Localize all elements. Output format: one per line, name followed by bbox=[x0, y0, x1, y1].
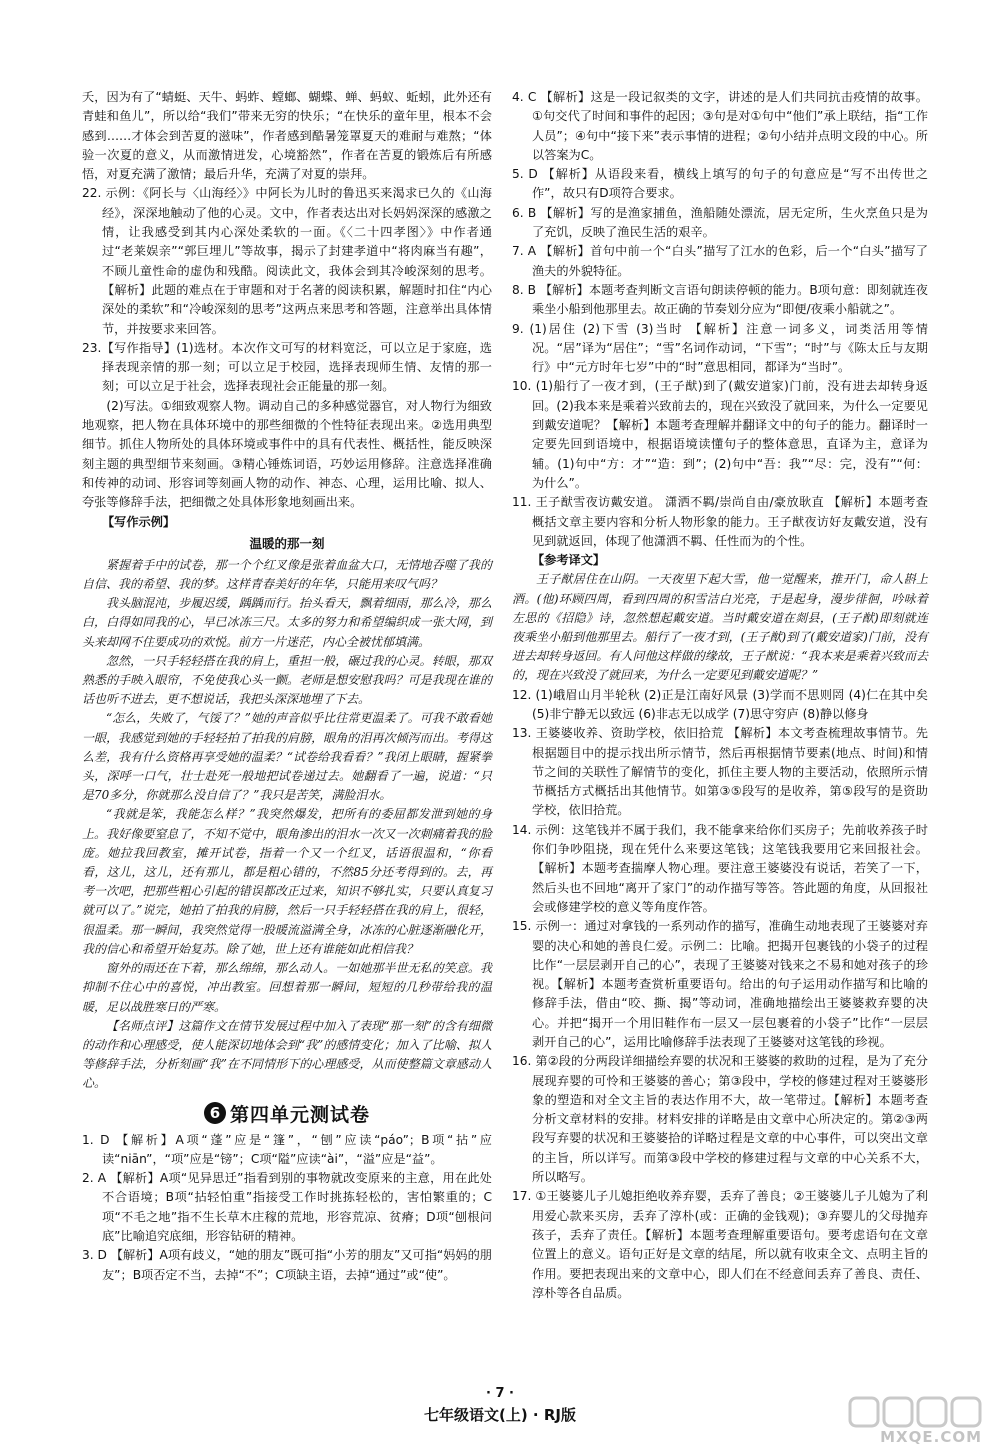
reference-translation: 王子猷居住在山阴。一天夜里下起大雪，他一觉醒来，推开门，命人斟上酒。(他)环顾四周，看到四周的积雪洁白光亮，于是起身，漫步徘徊，吟咏着左思的《招隐》诗，忽然想起戴安道。当时戴安道在剡县，(王子猷)即刻就连夜乘坐小船到他那里去。船行了一夜才到，(王子猷)到了(戴安道家)门前，没有进去却转身返回。有人问他这样做的缘故，王子猷说：“我本来是乘着兴致而去的，现在兴致没了就回来，为什么一定要见到戴安道呢？” bbox=[512, 572, 928, 683]
right-column bbox=[512, 88, 928, 1303]
essay-paragraph: 我头脑混沌，步履迟缓，踽踽而行。抬头看天，飘着细雨，那么冷，那么白，白得如同我的心，早已冰冻三尺。太多的努力和希望编织成一张大网，到头来却网不住要成功的欢悦。前方一片迷茫，内心全被忧郁填满。 bbox=[82, 596, 492, 649]
intro-paragraph: 夭，因为有了“蜻蜓、天牛、蚂蚱、螳螂、蝴蝶、蝉、蚂蚁、蚯蚓，此外还有青蛙和鱼儿”，所以给“我们”带来无穷的快乐；“在快乐的童年里，根本不会感到……才体会到苦夏的滋味”，作者感到酷暑笼罩夏天的难耐与难熬；“体验一次夏的意义，从而激情迸发，心境豁然”，作者在苦夏的锻炼后有所感悟，对夏充满了激情；最后升华，充满了对夏的崇拜。 bbox=[82, 90, 492, 182]
reference-translation-label: 【参考译文】 bbox=[532, 553, 606, 568]
section-heading bbox=[82, 1100, 492, 1127]
left-column bbox=[82, 88, 492, 1285]
watermark-text: MXQE.COM bbox=[880, 1428, 982, 1446]
answer-item: 12. (1)峨眉山月半轮秋 (2)正是江南好风景 (3)学而不思则罔 (4)仁在其中矣 (5)非宁静无以致远 (6)非志无以成学 (7)思守穷庐 (8)静以修身 bbox=[512, 687, 928, 721]
answer-item: 4. C 【解析】这是一段记叙类的文字，讲述的是人们共同抗击疫情的故事。①句交代了时间和事件的起因；③句是对①句中“他们”承上联结，指“工作人员”；④句中“接下来”表示事情的进程；②句小结并点明文段的中心。所以答案为C。 bbox=[512, 90, 928, 162]
answer-item: 2. A 【解析】A项“见异思迁”指看到别的事物就改变原来的主意，用在此处不合语境；B项“拈轻怕重”指接受工作时挑拣轻松的，害怕繁重的；C项“不毛之地”指不生长草木庄稼的荒地，形容荒凉、贫瘠；D项“刨根问底”比喻追究底细，形容钻研的精神。 bbox=[82, 1171, 492, 1243]
answer-item: 3. D 【解析】A项有歧义，“她的朋友”既可指“小芳的朋友”又可指“妈妈的朋友”；B项否定不当，去掉“不”；C项缺主语，去掉“通过”或“使”。 bbox=[82, 1248, 492, 1282]
essay-paragraph: 紧握着手中的试卷，那一个个红叉像是张着血盆大口，无情地吞噬了我的自信、我的希望、我的梦。这样青春美好的年华，只能用来叹气吗？ bbox=[82, 557, 492, 592]
answer-item: 8. B 【解析】本题考查判断文言语句朗读停顿的能力。B项句意：即刻就连夜乘坐小船到他那里去。故正确的节奏划分应为“即便/夜乘小船就之”。 bbox=[512, 282, 928, 317]
answer-item: 11. 王子猷雪夜访戴安道。 潇洒不羁/崇尚自由/豪放耿直 【解析】本题考查概括文章主要内容和分析人物形象的能力。王子猷夜访好友戴安道，没有见到就返回，体现了他潇洒不羁、任性而为的个性。 bbox=[512, 495, 928, 548]
answer-item: 15. 示例一：通过对拿钱的一系列动作的描写，准确生动地表现了王婆婆对弃婴的决心和她的善良仁爱。示例二：比喻。把揭开包裹钱的小袋子的过程比作“一层层剥开自己的心”，表现了王婆婆对钱来之不易和她对孩子的珍视。【解析】本题考查赏析重要语句。给出的句子运用动作描写和比喻的修辞手法，借由“咬、撕、揭”等动词，准确地描绘出王婆婆救弃婴的决心。并把“揭开一个用旧鞋作布一层又一层包裹着的小袋子”比作“一层层剥开自己的心”，运用比喻修辞手法表现了王婆婆对这笔钱的珍视。 bbox=[512, 919, 928, 1049]
answer-item: 9. (1)居住 (2)下雪 (3)当时 【解析】注意一词多义，词类活用等情况。“居”译为“居住”；“雪”名词作动词，“下雪”；“时”与《陈太丘与友期行》中“元方时年七岁”中的“时”意思相同，都译为“当时”。 bbox=[512, 321, 928, 375]
answer-item: 7. A 【解析】首句中前一个“白头”描写了江水的色彩，后一个“白头”描写了渔夫的外貌特征。 bbox=[512, 244, 928, 278]
footer-book-title: 七年级语文(上) · RJ版 bbox=[424, 1406, 576, 1424]
writing-example-label: 【写作示例】 bbox=[102, 514, 176, 529]
section-number-badge: 6 bbox=[204, 1102, 226, 1124]
section-title: 第四单元测试卷 bbox=[229, 1103, 370, 1126]
answer-item: 10. (1)船行了一夜才到，(王子猷)到了(戴安道家)门前，没有进去却转身返回。(2)我本来是乘着兴致前去的，现在兴致没了就回来，为什么一定要见到戴安道呢？【解析】本题考查理解并翻译文中的句子的能力。翻译时一定要先回到语境中，根据语境读懂句子的整体意思，直译为主，意译为辅。(1)句中“方：才”“造：到”；(2)句中“吾：我”“尽：完，没有”“何：为什么”。 bbox=[512, 379, 928, 490]
answer-item: 6. B 【解析】写的是渔家捕鱼，渔船随处漂流，居无定所，生火烹鱼只是为了充饥，反映了渔民生活的艰辛。 bbox=[512, 205, 928, 240]
answer-item: 17. ①王婆婆儿子儿媳拒绝收养弃婴，丢弃了善良；②王婆婆儿子儿媳为了利用爱心款来买房，丢弃了淳朴(或：正确的金钱观)；③弃婴儿的父母抛弃孩子，丢弃了责任。【解析】本题考查理解重要语句。要考虑语句在文章位置上的意义。语句正好是文章的结尾，所以就有收束全文、点明主旨的作用。要把表现出来的文章中心，即人们在不经意间丢弃了善良、责任、淳朴等各自品质。 bbox=[512, 1189, 928, 1300]
essay-title: 温暖的那一刻 bbox=[249, 535, 325, 551]
answer-item: 1. D 【解析】A项“蓬”应是“篷”，“刨”应读“páo”；B项“拈”应读“niān”，“项”应是“镑”；C项“隘”应读“ài”，“溢”应是“益”。 bbox=[82, 1132, 492, 1166]
essay-paragraph: “我就是笨，我能怎么样？”我突然爆发，把所有的委屈都发泄到她的身上。我好像要窒息了，不知不觉中，眼角渗出的泪水一次又一次刺痛着我的脸庞。她拉我回教室，摊开试卷，指着一个又一个红叉，话语很温和，“你看看，这儿，这儿，还有那儿，都是粗心错的，不然85分还考得到的。去，再考一次吧，把那些粗心引起的错误都改正过来，知识不够扎实，只要认真复习就可以了。”说完，她拍了拍我的肩膀，然后一只手轻轻搭在我的肩上，很轻，很温柔。那一瞬间，我突然觉得一股暖流溢满全身，冰冻的心脏逐渐融化开，我的信心和希望开始复苏。除了她，世上还有谁能如此相信我？ bbox=[82, 807, 492, 956]
watermark-logo bbox=[846, 1394, 986, 1448]
essay-paragraph: 窗外的雨还在下着，那么绵绵，那么动人。一如她那半世无私的笑意。我抑制不住心中的喜悦，冲出教室。回想着那一瞬间，短短的几秒带给我的温暖，足以战胜寒日的严寒。 bbox=[82, 961, 492, 1014]
answer-item: 13. 王婆婆收养、资助学校，依旧拾荒 【解析】本文考查梳理故事情节。先根据题目中的提示找出所示情节，然后再根据情节要素(地点、时间)和情节之间的关联性了解情节的变化，抓住主要人物的主要活动，依照所示情节概括方式概括出其他情节。如第③⑤段写的是收养，第⑤段写的是资助学校，依旧拾荒。 bbox=[512, 726, 928, 818]
answer-item: 14. 示例：这笔钱并不属于我们，我不能拿来给你们买房子；先前收养孩子时你们争吵阻挠，现在凭什么来要这笔钱；这笔钱我要用它来回报社会。【解析】本题考查揣摩人物心理。要注意王婆婆没有说话，若笑了一下，然后头也不回地“离开了家门”的动作描写等答。答此题的角度，从回报社会或修建学校的意义等角度作答。 bbox=[512, 822, 928, 914]
answer-23-guide: 23.【写作指导】(1)选材。本次作文可写的材料宽泛，可以立足于家庭，选择表现亲情的那一刻；可以立足于校园，选择表现师生情、友情的那一刻；可以立足于社会，选择表现社会正能量的那一刻。 bbox=[82, 340, 492, 394]
page-number: · 7 · bbox=[486, 1386, 514, 1401]
answer-item: 5. D 【解析】从语段来看，横线上填写的句子的句意应是“写不出传世之作”，故只有D项符合要求。 bbox=[512, 167, 928, 201]
answer-22: 22. 示例：《阿长与〈山海经〉》中阿长为儿时的鲁迅买来渴求已久的《山海经》，深深地触动了他的心灵。文中，作者表达出对长妈妈深深的感激之情，让我感受到其内心深处柔软的一面。《〈二十四孝图〉》中作者通过“老莱娱亲”“郭巨埋儿”等故事，揭示了封建孝道中“将肉麻当有趣”，不顾儿童性命的虚伪和残酷。阅读此文，我体会到其冷峻深刻的思考。【解析】此题的难点在于审题和对于名著的阅读积累，解题时扣住“内心深处的柔软”和“冷峻深刻的思考”这两点来思考和答题，注意举出具体情节，并按要求来回答。 bbox=[82, 186, 492, 336]
answer-item: 16. 第②段的分两段详细描绘弃婴的状况和王婆婆的救助的过程，是为了充分展现弃婴的可怜和王婆婆的善心；第③段中，学校的修建过程对王婆婆形象的塑造和对全文主旨的表达作用不大，故一笔带过。【解析】本题考查分析文章材料的安排。材料安排的详略是由文章中心所决定的。第②③两段写弃婴的状况和王婆婆拾的详略过程是文章的中心事件，可以突出文章的主旨，所以详写。而第③段中学校的修建过程与文章的中心关系不大，所以略写。 bbox=[512, 1054, 928, 1185]
teacher-comment: 【名师点评】这篇作文在情节发展过程中加入了表现“那一刻”的含有细微的动作和心理感受，使人能深切地体会到“我”的感情变化；加入了比喻、拟人等修辞手法，分析刻画“我”在不同情形下的心理感受，从而使整篇文章感动人心。 bbox=[82, 1018, 492, 1091]
answer-23-method: (2)写法。①细致观察人物。调动自己的多种感觉器官，对人物行为细致地观察，把人物在具体环境中的那些细微的个性特征表现出来。②选用典型细节。抓住人物所处的具体环境或事件中的具有代表性、概括性，能反映深刻主题的典型细节来刻画。③精心锤炼词语，巧妙运用修辞。注意选择准确和传神的动词、形容词等刻画人物的动作、神态、心理，运用比喻、拟人、夸张等修辞手法，把细微之处具体形象地刻画出来。 bbox=[82, 398, 492, 510]
essay-paragraph: “怎么，失败了，气馁了？”她的声音似乎比往常更温柔了。可我不敢看她一眼，我感觉到她的手轻轻拍了拍我的肩膀，眼角的泪再次倾泻而出。考得这么差，我有什么资格再享受她的温柔？“试卷给我看看？”我闭上眼睛，握紧拳头，深呼一口气，壮士赴死一般地把试卷递过去。她翻看了一遍，说道：“只是70多分，你就那么没自信了？”我只是苦笑，满脸泪水。 bbox=[82, 711, 492, 803]
essay-paragraph: 忽然，一只手轻轻搭在我的肩上，重担一般，碾过我的心灵。转眼，那双熟悉的手映入眼帘，不免使我心头一颤。老师是想安慰我吗？可是我现在谁的话也听不进去，更不想说话，我把头深深地埋了下去。 bbox=[82, 653, 492, 707]
